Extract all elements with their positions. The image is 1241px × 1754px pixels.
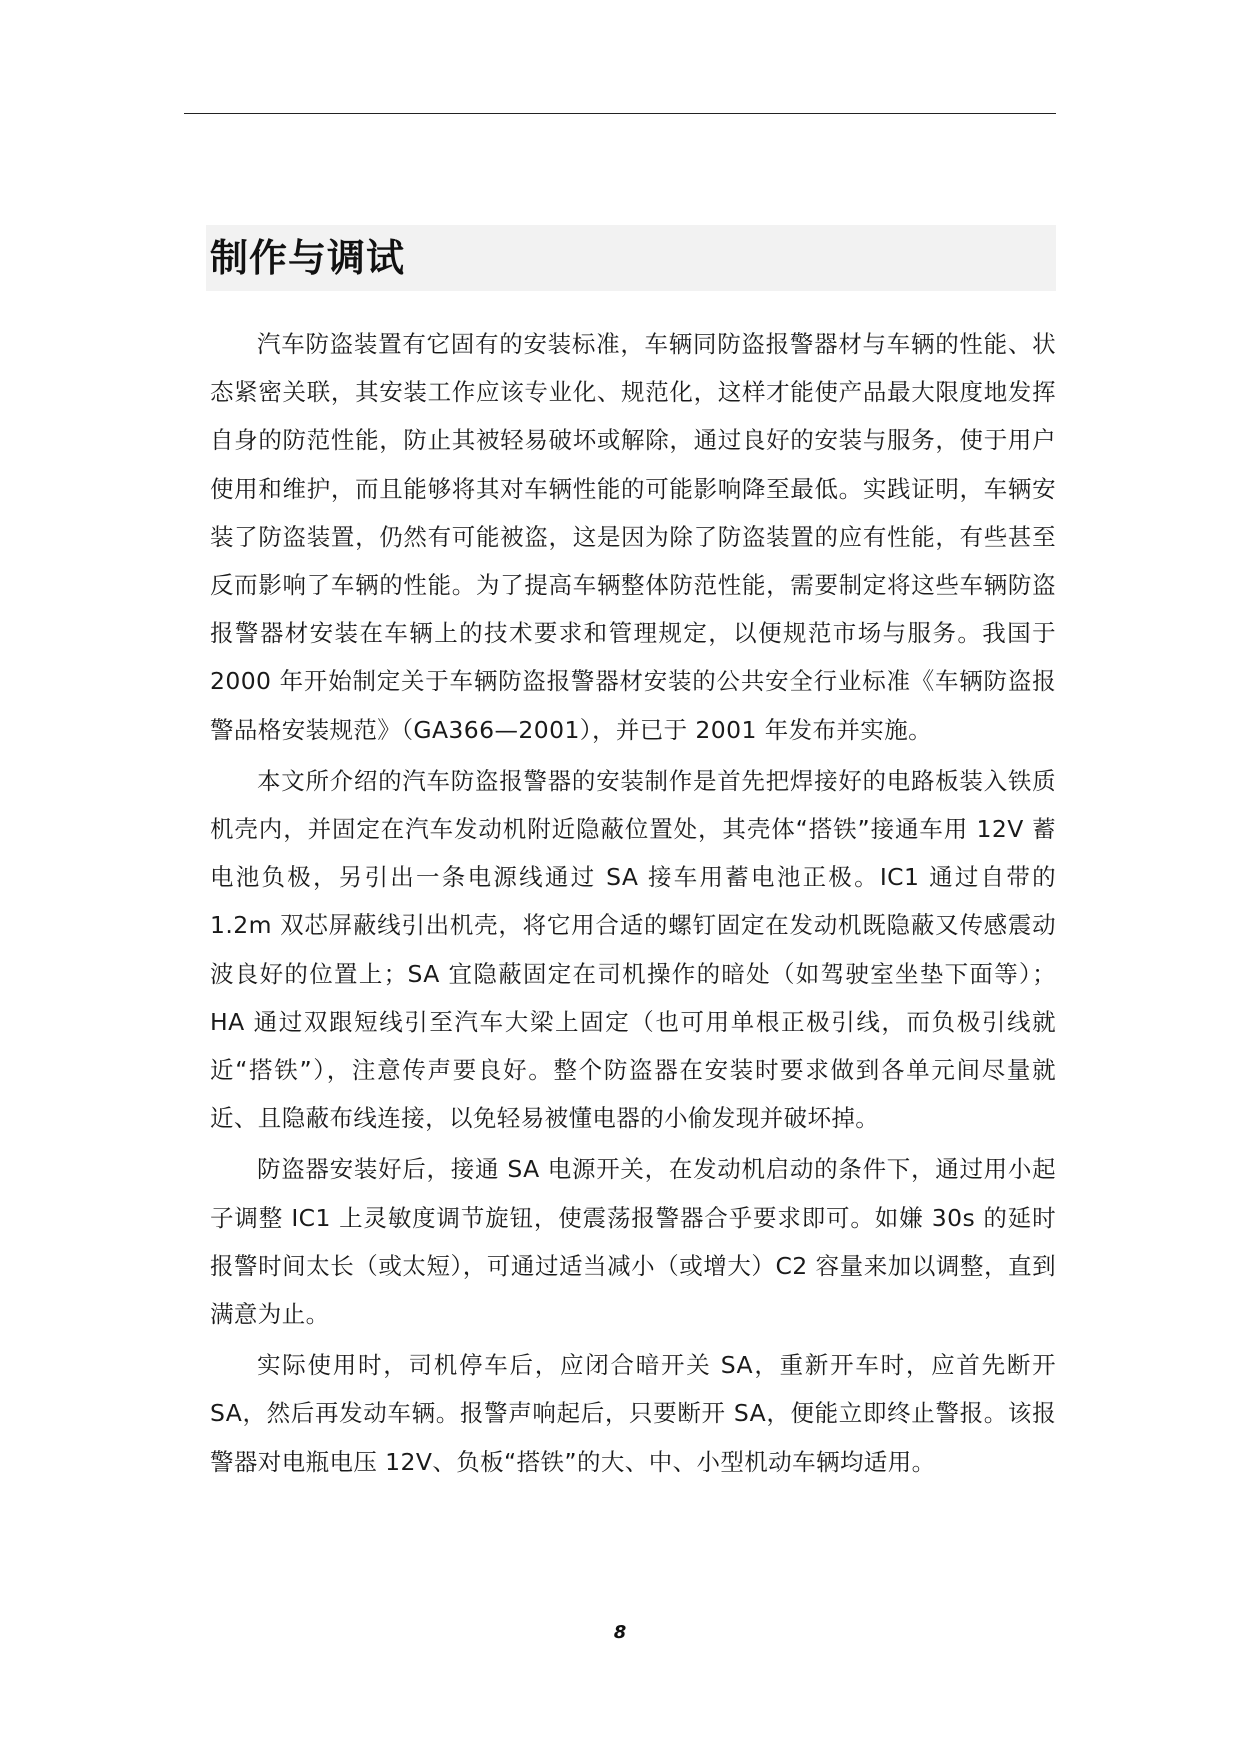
- paragraph: 本文所介绍的汽车防盗报警器的安装制作是首先把焊接好的电路板装入铁质机壳内，并固定在汽车发动机附近隐蔽位置处，其壳体“搭铁”接通车用 12V 蓄电池负极，另引出一条电源线通过 SA 接车用蓄电池正极。IC1 通过自带的 1.2m 双芯屏蔽线引出机壳，将它用合适的螺钉固定在发动机既隐蔽又传感震动波良好的位置上；SA 宜隐蔽固定在司机操作的暗处（如驾驶室坐垫下面等）；HA 通过双跟短线引至汽车大梁上固定（也可用单根正极引线，而负极引线就近“搭铁”），注意传声要良好。整个防盗器在安装时要求做到各单元间尽量就近、且隐蔽布线连接，以免轻易被懂电器的小偷发现并破坏掉。: [210, 766, 1056, 1133]
- section-heading: 制作与调试: [210, 236, 406, 280]
- body-text: [210, 320, 1056, 1489]
- paragraph: 汽车防盗装置有它固有的安装标准，车辆同防盗报警器材与车辆的性能、状态紧密关联，其安装工作应该专业化、规范化，这样才能使产品最大限度地发挥自身的防范性能，防止其被轻易破坏或解除，通过良好的安装与服务，使于用户使用和维护，而且能够将其对车辆性能的可能影响降至最低。实践证明，车辆安装了防盗装置，仍然有可能被盗，这是因为除了防盗装置的应有性能，有些甚至反而影响了车辆的性能。为了提高车辆整体防范性能，需要制定将这些车辆防盗报警器材安装在车辆上的技术要求和管理规定，以便规范市场与服务。我国于 2000 年开始制定关于车辆防盗报警器材安装的公共安全行业标准《车辆防盗报警品格安装规范》（GA366—2001），并已于 2001 年发布并实施。: [210, 330, 1056, 744]
- paragraph: 防盗器安装好后，接通 SA 电源开关，在发动机启动的条件下，通过用小起子调整 IC1 上灵敏度调节旋钮，使震荡报警器合乎要求即可。如嫌 30s 的延时报警时间太长（或太短），可通过适当减小（或增大）C2 容量来加以调整，直到满意为止。: [210, 1155, 1056, 1329]
- header-rule: [184, 113, 1056, 114]
- page-number: 8: [613, 1622, 627, 1643]
- paragraph: 实际使用时，司机停车后，应闭合暗开关 SA，重新开车时，应首先断开 SA，然后再发动车辆。报警声响起后，只要断开 SA，便能立即终止警报。该报警器对电瓶电压 12V、负板“搭铁”的大、中、小型机动车辆均适用。: [210, 1351, 1056, 1476]
